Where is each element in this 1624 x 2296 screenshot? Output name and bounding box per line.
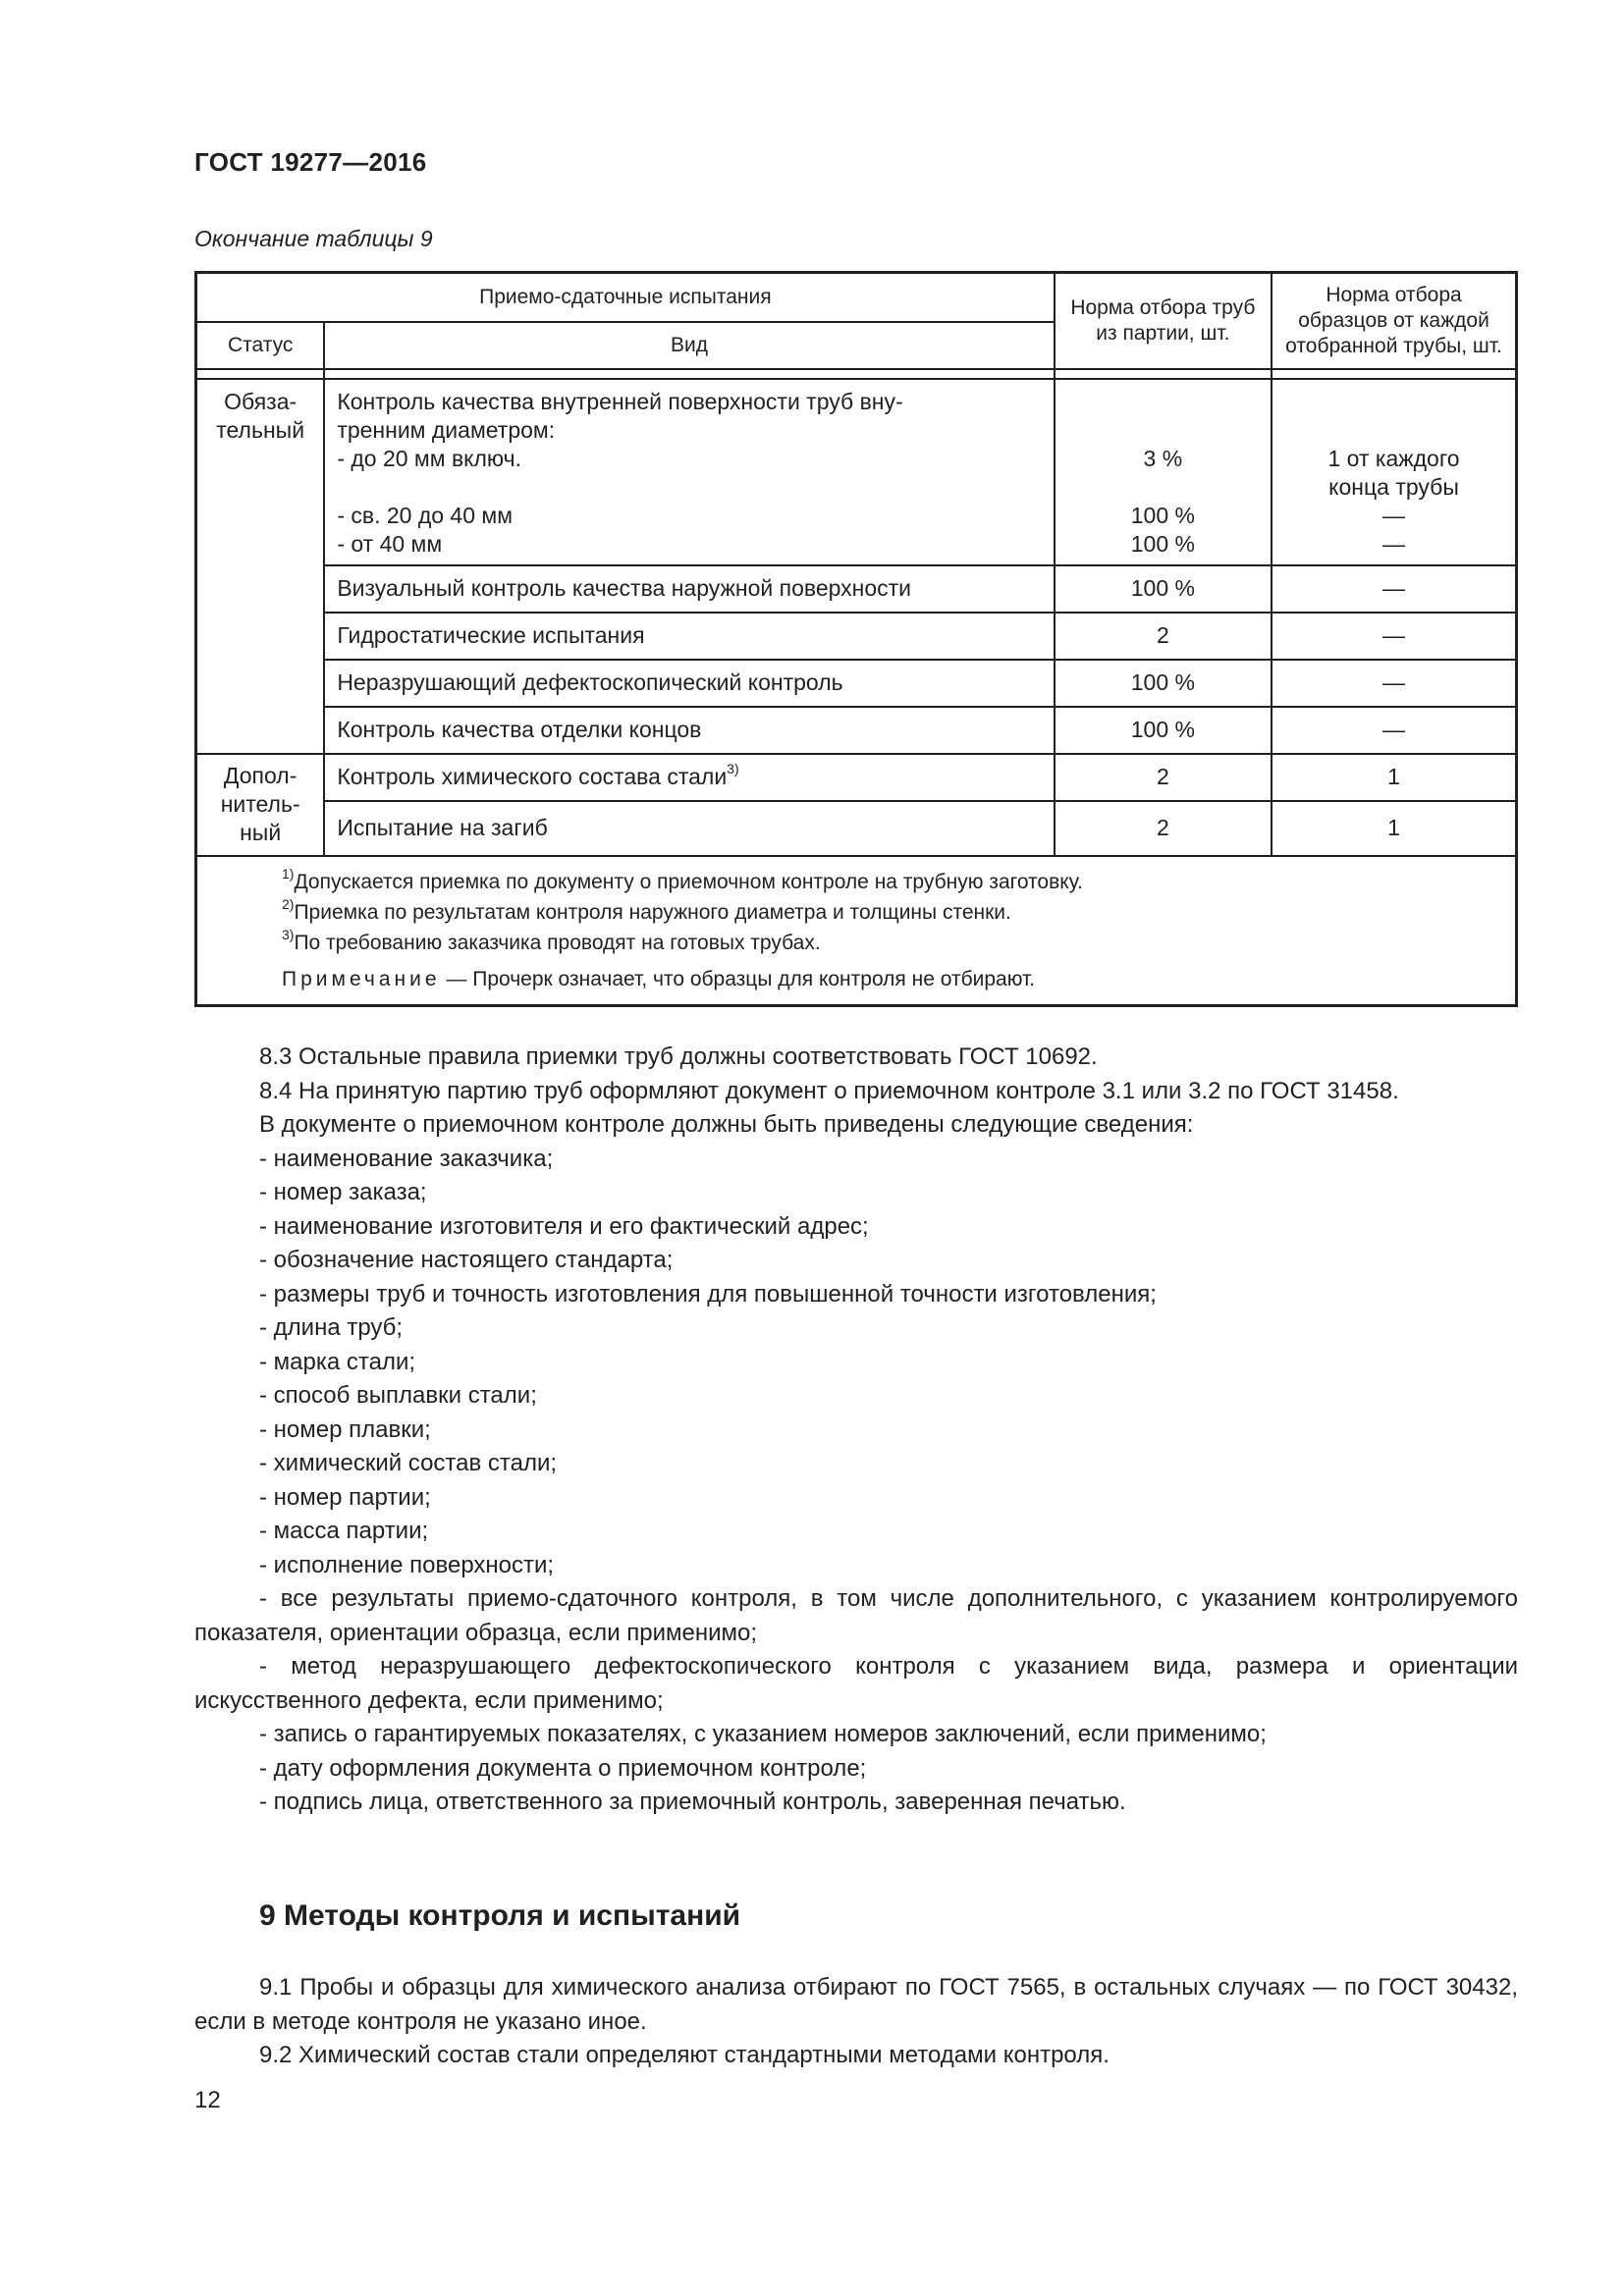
footnote-2: $^{2)}$Приемка по результатам контроля наружного диаметра и толщины стенки. — [282, 895, 1011, 924]
table-row — [196, 707, 1517, 754]
list-item: - размеры труб и точность изготовления для повышенной точности изготовления; — [259, 1280, 1157, 1308]
list-item: - марка стали; — [259, 1348, 416, 1375]
paragraph-9-1: 9.1 Пробы и образцы для химического анализа отбирают по ГОСТ 7565, в остальных случаях — по ГОСТ 30432, если в методе контроля не указано иное. — [194, 1974, 1518, 2035]
table-row — [196, 754, 1517, 801]
kind-cell: Гидростатические испытания — [324, 613, 1054, 660]
header-kind: Вид — [324, 322, 1054, 369]
kind-cell: Визуальный контроль качества наружной поверхности — [324, 565, 1054, 613]
header-norm-samples: Норма отбора образцов от каждой отобранной трубы, шт. — [1272, 273, 1516, 369]
norm-samples-cell: 1 — [1272, 801, 1516, 856]
table-row — [196, 660, 1517, 707]
kind-cell: Контроль качества внутренней поверхности труб вну- тренним диаметром: - до 20 мм включ. - св. 20 до 40 мм - от 40 мм — [324, 379, 1054, 565]
list-item: - наименование заказчика; — [259, 1145, 554, 1172]
table-note: Примечание — Прочерк означает, что образцы для контроля не отбирают. — [282, 967, 1036, 990]
status-additional: Допол- нитель- ный — [196, 754, 325, 856]
status-mandatory: Обяза- тельный — [196, 379, 325, 754]
footnote-1: $^{1)}$Допускается приемка по документу о приемочном контроле на трубную заготовку. — [282, 865, 1083, 893]
kind-cell: Контроль химического состава стали$^{3)}$ — [324, 754, 1054, 801]
norm-pipes-cell: 2 — [1055, 613, 1272, 660]
section-9-body — [194, 1971, 1518, 2073]
list-item: - длина труб; — [259, 1314, 404, 1341]
paragraph-9-2: 9.2 Химический состав стали определяют стандартными методами контроля. — [259, 2042, 1110, 2068]
norm-samples-cell: 1 — [1272, 754, 1516, 801]
table-caption: Окончание таблицы 9 — [194, 226, 433, 251]
header-separator — [196, 369, 1517, 379]
header-norm-pipes: Норма отбора труб из партии, шт. — [1055, 273, 1272, 369]
norm-pipes-cell: 100 % — [1055, 660, 1272, 707]
list-item: - дату оформления документа о приемочном контроле; — [259, 1754, 867, 1782]
list-item: - масса партии; — [259, 1518, 429, 1544]
kind-cell: Неразрушающий дефектоскопический контроль — [324, 660, 1054, 707]
acceptance-tests-table — [194, 271, 1518, 1007]
list-item: - запись о гарантируемых показателях, с указанием номеров заключений, если применимо; — [259, 1721, 1267, 1747]
list-item: - метод неразрушающего дефектоскопического контроля с указанием вида, размера и ориентации искусственного дефекта, если применимо; — [194, 1653, 1518, 1714]
footnote-3: $^{3)}$По требованию заказчика проводят на готовых трубах. — [282, 926, 821, 954]
header-acceptance-tests: Приемо-сдаточные испытания — [196, 273, 1055, 322]
norm-samples-cell: — — [1272, 565, 1516, 613]
norm-pipes-cell: 2 — [1055, 801, 1272, 856]
list-item: - номер заказа; — [259, 1179, 427, 1205]
norm-samples-cell: 1 от каждого конца трубы — — — [1272, 379, 1516, 565]
norm-pipes-cell: 3 % 100 % 100 % — [1055, 379, 1272, 565]
table-row — [196, 613, 1517, 660]
document-code: ГОСТ 19277—2016 — [194, 147, 427, 177]
table-row — [196, 801, 1517, 856]
norm-samples-cell: — — [1272, 707, 1516, 754]
list-item: - подпись лица, ответственного за приемочный контроль, заверенная печатью. — [259, 1789, 1126, 1815]
header-status: Статус — [196, 322, 325, 369]
list-item: - обозначение настоящего стандарта; — [259, 1247, 674, 1273]
list-item: - все результаты приемо-сдаточного контроля, в том числе дополнительного, с указанием контролируемого показателя, ориентации образца, если применимо; — [194, 1585, 1518, 1646]
paragraph-8-4: 8.4 На принятую партию труб оформляют документ о приемочном контроле 3.1 или 3.2 по ГОСТ 31458. — [259, 1077, 1399, 1104]
list-item: - номер партии; — [259, 1483, 431, 1511]
norm-pipes-cell: 100 % — [1055, 707, 1272, 754]
kind-cell: Испытание на загиб — [324, 801, 1054, 856]
norm-samples-cell: — — [1272, 660, 1516, 707]
norm-pipes-cell: 2 — [1055, 754, 1272, 801]
kind-cell: Контроль качества отделки концов — [324, 707, 1054, 754]
paragraph-8-3: 8.3 Остальные правила приемки труб должны соответствовать ГОСТ 10692. — [259, 1043, 1098, 1070]
footnote-ref: 3) — [727, 761, 739, 777]
list-item: - химический состав стали; — [259, 1450, 558, 1476]
list-item: - исполнение поверхности; — [259, 1551, 555, 1578]
section-9-title: 9 Методы контроля и испытаний — [259, 1899, 741, 1932]
table-footnotes — [196, 856, 1517, 1006]
norm-pipes-cell: 100 % — [1055, 565, 1272, 613]
list-item: - способ выплавки стали; — [259, 1382, 537, 1409]
page-number: 12 — [194, 2087, 221, 2113]
table-row — [196, 565, 1517, 613]
list-item: - наименование изготовителя и его фактический адрес; — [259, 1212, 869, 1240]
acceptance-document-section — [194, 1041, 1518, 1820]
list-item: - номер плавки; — [259, 1415, 431, 1443]
paragraph-intro: В документе о приемочном контроле должны быть приведены следующие сведения: — [259, 1111, 1194, 1138]
norm-samples-cell: — — [1272, 613, 1516, 660]
table-row — [196, 379, 1517, 565]
